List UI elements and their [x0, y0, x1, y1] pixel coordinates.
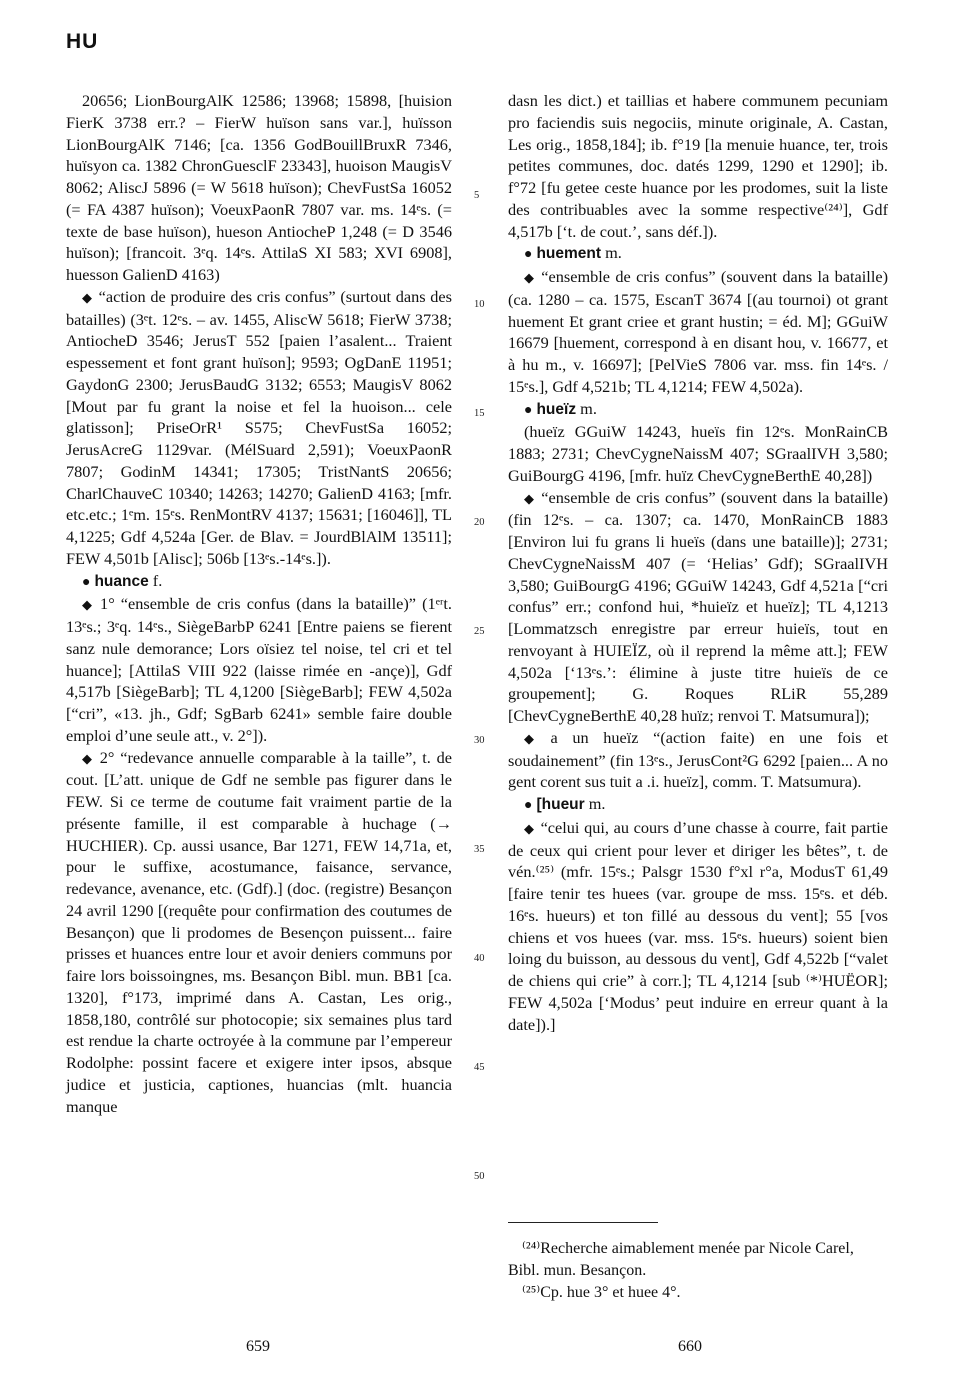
diamond-icon: ◆ — [524, 820, 535, 836]
sense-paragraph — [508, 817, 888, 1036]
line-number: 20 — [474, 517, 485, 528]
bullet-icon: ● — [524, 402, 533, 418]
sense-paragraph — [66, 747, 452, 1118]
line-number: 30 — [474, 735, 485, 746]
entry-text: dasn les dict.) et taillias et habere communem pecuniam pro faciendis suis negociis, minute originale, A. Castan, Les orig., 1858,184]; ib. f°19 [la menuie huance, ter, trois petites communes, doc. datés 1299, 1290 et 1290]; ib. f°72 [fu getee ceste huance por les prodomes, suit la liste des contribuables avec la somme respective⁽²⁴⁾], Gdf 4,517b [‘t. de cout.’, sans déf.]). — [508, 91, 888, 241]
line-number: 15 — [474, 408, 485, 419]
diamond-icon: ◆ — [82, 750, 94, 766]
sense-paragraph — [66, 593, 452, 746]
headword: huance — [94, 572, 149, 590]
gender: f. — [148, 570, 163, 590]
forms-paragraph: (hueïz GGuiW 14243, hueïs fin 12ᵉs. MonRainCB 1883; 2731; ChevCygneNaissM 407; SGraalIVH 3,580; GuiBourgG 4196, [mfr. huïz ChevCygneBerthE 40,28]) — [508, 422, 888, 485]
headword-line — [508, 398, 888, 422]
left-column — [66, 90, 452, 1117]
page-number-left: 659 — [246, 1338, 270, 1355]
sense-text: “ensemble de cris confus” (souvent dans la bataille) (fin 12ᵉs. – ca. 1307; ca. 1470, MonRainCB 1883 [Environ lui fu grans li hueïs (dans une bataille)]; 2731; ChevCygneNaissM 407 (= ‘Helias’ Gdf); SGraalIVH 3,580; GuiBourgG 4196; GGuiW 14243, Gdf 4,521a [“cri confus” err.; confond hui, *huieïz et hueïz]; TL 4,1213 [Lommatzsch enregistre par erreur huieïs, tout en renvoyant à HUIEÏZ, où il reprend la même att.]; FEW 4,502a [‘13ᵉs.’: élimine à juste titre huieïs de ce groupement]; G. Roques RLiR 55,289 [ChevCygneBerthE 40,28 huïz; renvoi T. Matsumura]); — [508, 487, 889, 725]
diamond-icon: ◆ — [82, 597, 95, 613]
bullet-icon: ● — [82, 574, 91, 590]
diamond-icon: ◆ — [524, 730, 545, 746]
sense-text: “action de produire des cris confus” (surtout dans des batailles) (3ᵉt. 12ᵉs. – av. 1455, AliscW 5618; FierW 3738; AntiocheD 3546; JerusT 552 [paien l’asalent... Traient espessement et font grant huïson]; 9593; OgDanE 11951; GaydonG 2300; JerusBaudG 3132; 6553; MaugisV 8062 [Mout par fu grant la noise et fel la huoison... cele glatisson]; PriseOrR¹ S575; ChevFustSa 16052; JerusAcreG 1129var. (MélSuard 2,591); VoeuxPaonR 7807; GodinM 14341; 17305; TristNantS 20656; CharlChauveC 10340; 14263; 14270; GalienD 4163; [mfr. etc.etc.; 1ᵉm. 15ᵉs. RenMontRV 4137; 15631; [16046]], TL 4,1225; Gdf 4,524a [Ger. de Blav. = JourdBlAlM 13511]; FEW 4,501b [Alisc]; 506b [13ᵉs.-14ᵉs.]). — [66, 286, 452, 568]
sense-paragraph — [508, 487, 888, 727]
gender: m. — [601, 243, 622, 263]
headword: [hueur — [536, 796, 585, 813]
diamond-icon: ◆ — [82, 289, 93, 305]
footnote-25: ⁽²⁵⁾Cp. hue 3° et huee 4°. — [522, 1284, 681, 1301]
line-number: 35 — [474, 844, 485, 855]
line-number: 45 — [474, 1062, 485, 1073]
headword-line — [66, 570, 452, 594]
line-number: 40 — [474, 953, 485, 964]
sense-text: “ensemble de cris confus” (souvent dans la bataille) (ca. 1280 – ca. 1575, EscanT 3674 [(au tournoi) ot grant huement Et grant criee et grant hustin; = éd. M]; GGuiW 16679 [huement, correspond à en disant hou, v. 16677, et à hu m., v. 16697]; [PelVieS 7806 var. mss. fin 14ᵉs. / 15ᵉs.], Gdf 4,521b; TL 4,1214; FEW 4,502a). — [508, 267, 889, 396]
footnotes — [508, 1238, 888, 1304]
gender: m. — [576, 398, 597, 418]
sense-paragraph — [508, 727, 888, 793]
right-column — [508, 90, 888, 1035]
line-number: 50 — [474, 1171, 485, 1182]
diamond-icon: ◆ — [524, 490, 536, 506]
headword: hueïz — [536, 400, 577, 418]
headword-line — [508, 242, 888, 266]
footnote-24: ⁽²⁴⁾Recherche aimablement menée par Nicole Carel, Bibl. mun. Besançon. — [508, 1240, 854, 1279]
headword: huement — [536, 245, 602, 263]
sense-text: 1° “ensemble de cris confus (dans la bataille)” (1ᵉʳt. 13ᵉs.; 3ᵉq. 14ᵉs., SiègeBarbP 6241 [Entre paiens se fierent sanz nule demorance; Lors oïsiez tel noise, tel cri et tel huance]; [AttilaS VIII 922 (laisse rimée en -ançe)], Gdf 4,517b [SiègeBarb]; TL 4,1200 [SiègeBarb]; FEW 4,502a [“cri”, «13. jh., Gdf; SgBarb 6241» semble faire double emploi d’une seule att., v. 2°]). — [66, 594, 453, 745]
line-number: 10 — [474, 299, 485, 310]
footnote-divider — [508, 1222, 658, 1223]
running-head: HU — [66, 30, 99, 53]
sense-text: 2° “redevance annuelle comparable à la taille”, t. de cout. [L’att. unique de Gdf ne semble pas figurer dans le FEW. Si ce terme de coutume fait vraiment partie de la présente famille, il est comparable à huchage (→ HUCHIER). Cp. aussi usance, Bar 1271, FEW 14,71a, et, pour le suffixe, acostumance, faisance, servance, redevance, avenance, etc. (Gdf).] (doc. (registre) Besançon 24 avril 1290 [(requête pour confirmation des coutumes de Besançon) que li prodomes de Besençon puissent... faire prisses et huances entre lour et avoir deniers communs por faire lors boissoingnes, ms. Besançon Bibl. mun. BB1 [ca. 1320], f°173, imprimé dans A. Castan, Les orig., 1858,180, contrôlé sur photocopie; six semaines plus tard est rendue la charte octroyée à la commune par l’empereur Rodolphe: possint facere et exigere inter ipsos, absque judice et justicia, captiones, huancias (mlt. huancia manque — [66, 747, 453, 1116]
bullet-icon: ● — [524, 247, 533, 263]
entry-text: 20656; LionBourgAlK 12586; 13968; 15898, [huision FierK 3738 err.? – FierW huïson sans var.], huïsson LionBourgAlK 7146; [ca. 1356 GodBouillBruxR 7346, huïsyon ca. 1382 ChronGuesclF 23343], huoison MaugisV 8062; AliscJ 5896 (= W 5618 huïson); ChevFustSa 16052 (= FA 4387 huïson); VoeuxPaonR 7807 var. ms. 14ᵉs. (= texte de base huïson), hueson AntiocheP 1,248 (= D 3546 huïson); [francoit. 3ᵉq. 14ᵉs. AttilaS XI 583; XVI 6908], huesson GalienD 4163) — [66, 91, 452, 284]
sense-paragraph — [66, 286, 452, 570]
page-number-right: 660 — [678, 1338, 702, 1355]
sense-text: “celui qui, au cours d’une chasse à courre, fait partie de ceux qui crient pour lever et diriger les bêtes”, t. de vén.⁽²⁵⁾ (mfr. 15ᵉs.; Palsgr 1530 f°xl r°a, ModusT 61,49 [faire tenir tes huees (var. groupe de mss. 15ᵉs. et déb. 16ᵉs. hueurs) et ton fillé au dessous du vent]; 55 [vos chiens et vos huees (var. mss. 15ᵉs. hueurs) soient bien loing du buisson, au dessous du vent], Gdf 4,522b [“valet de chiens qui crie” à corr.]; TL 4,1214 [sub ⁽*⁾HUËOR]; FEW 4,502a [‘Modus’ peut induire en erreur quant à la date]).] — [508, 817, 888, 1034]
sense-text: a un hueïz “(action faite) en une fois et soudainement” (fin 13ᵉs., JerusCont²G 6292 [paien... A no gent corent sus tuit a .i. hueïz], comm. T. Matsumura). — [508, 727, 888, 792]
bullet-icon: ● — [524, 798, 533, 813]
headword-line — [508, 793, 888, 817]
line-number: 25 — [474, 626, 485, 637]
line-number: 5 — [474, 190, 480, 201]
diamond-icon: ◆ — [524, 270, 536, 285]
sense-paragraph — [508, 266, 888, 398]
gender: m. — [584, 794, 606, 813]
